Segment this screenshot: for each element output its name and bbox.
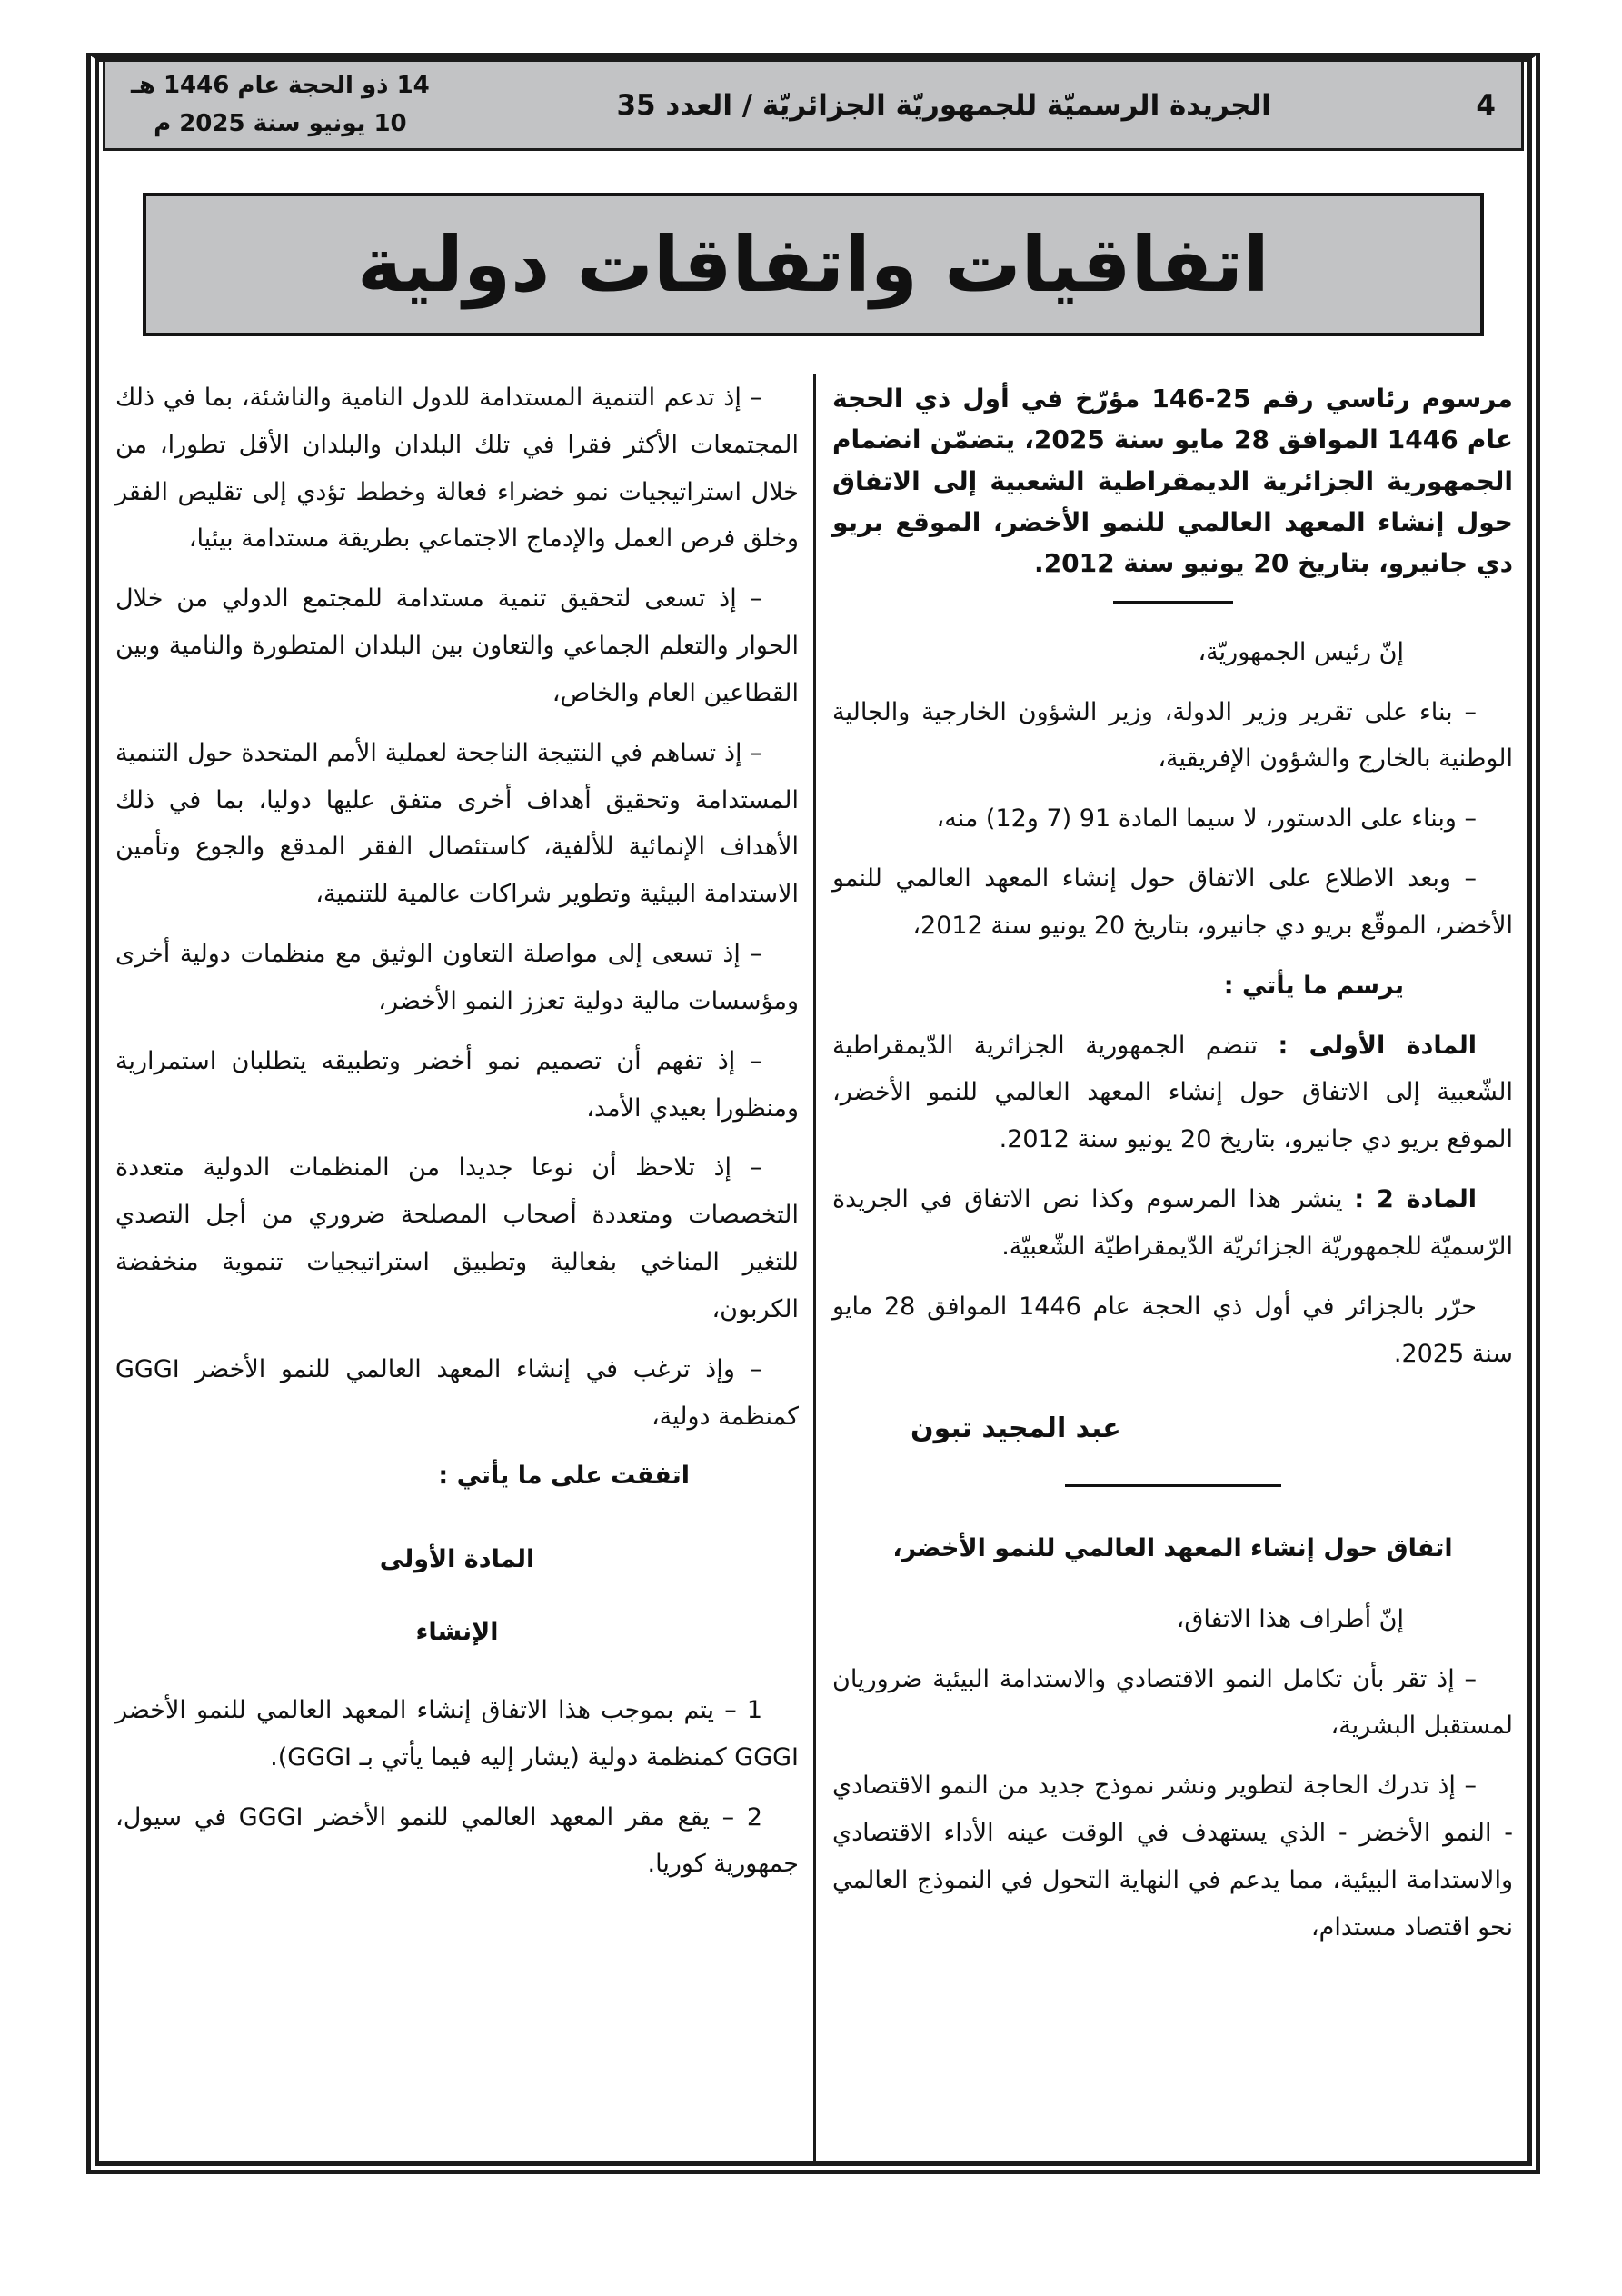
page-frame [86,53,1540,2174]
decree-article-1-lead: المادة الأولى : [1278,1031,1478,1060]
section-banner [143,193,1484,336]
decree-article-2-lead: المادة 2 : [1354,1185,1477,1214]
agreement-recital: – إذ تسعى لتحقيق تنمية مستدامة للمجتمع الدولي من خلال الحوار والتعلم الجماعي والتعاون بين البلدان المتطورة والنامية وبين القطاعين العام والخاص، [115,584,799,707]
agreement-heading: اتفاق حول إنشاء المعهد العالمي للنمو الأخضر، [892,1533,1453,1562]
separator-rule-long [1065,1484,1281,1487]
decree-article-1 [832,1023,1513,1163]
separator-rule-short [1113,601,1233,604]
column-left [99,374,813,2161]
signature: عبد المجيد تبون [911,1413,1121,1445]
section-banner-title: اتفاقيات واتفاقات دولية [357,220,1269,309]
agreement-recital: – إذ تلاحظ أن نوعا جديدا من المنظمات الدولية متعددة التخصصات ومتعددة أصحاب المصلحة ضروري من أجل التصدي للتغير المناخي بفعالية وتطبيق استراتيجيات تنموية منخفضة الكربون، [115,1153,799,1323]
decree-visa: – وبناء على الدستور، لا سيما المادة 91 (7 و12) منه، [936,804,1477,834]
agreement-parties-intro: إنّ أطراف هذا الاتفاق، [1176,1604,1404,1633]
agreement-recital: – وإذ ترغب في إنشاء المعهد العالمي للنمو الأخضر GGGI كمنظمة دولية، [115,1354,799,1431]
enacting-formula: يرسم ما يأتي : [1223,971,1404,1000]
agreed-clause: اتفقت على ما يأتي : [438,1462,690,1491]
hijri-date: 14 ذو الحجة عام 1446 هـ [131,71,430,99]
agreement-article-1-title: المادة الأولى [379,1545,535,1574]
agreement-recital: – إذ تدعم التنمية المستدامة للدول النامية والناشئة، بما في ذلك المجتمعات الأكثر فقرا في تلك البلدان والبلدان الأقل تطورا، من خلال استراتيجيات نمو خضراء فعالة وخطط تؤدي إلى تقليص الفقر وخلق فرص العمل والإدماج الاجتماعي بطريقة مستدامة بيئيا، [115,384,799,554]
agreement-recital: – إذ تساهم في النتيجة الناجحة لعملية الأمم المتحدة حول التنمية المستدامة وتحقيق أهداف أخرى متفق عليها دوليا، بما في ذلك الأهداف الإنمائية للألفية، كاستئصال الفقر المدقع والجوع وتأمين الاستدامة البيئية وتطوير شراكات عالمية للتنمية، [115,738,799,909]
decree-article-2-text: ينشر هذا المرسوم وكذا نص الاتفاق في الجريدة الرّسميّة للجمهوريّة الجزائريّة الدّيمقراطيّة الشّعبيّة. [832,1185,1513,1261]
agreement-article-1-subtitle: الإنشاء [415,1618,499,1647]
decree-visa: – بناء على تقرير وزير الدولة، وزير الشؤون الخارجية والجالية الوطنية بالخارج والشؤون الإفريقية، [832,697,1513,774]
page-number: 4 [1476,88,1496,122]
column-right [813,374,1527,2161]
decree-article-1-text: تنضم الجمهورية الجزائرية الدّيمقراطية الشّعبية إلى الاتفاق حول إنشاء المعهد العالمي للنمو الأخضر، الموقع بريو دي جانيرو، بتاريخ 20 يونيو سنة 2012. [832,1031,1513,1154]
header-bar [103,62,1524,151]
gregorian-date: 10 يونيو سنة 2025 م [154,109,407,137]
decree-intro: إنّ رئيس الجمهوريّة، [1198,637,1404,666]
done-at-line: حرّر بالجزائر في أول ذي الحجة عام 1446 الموافق 28 مايو سنة 2025. [832,1292,1513,1368]
agreement-recital: – إذ تفهم أن تصميم نمو أخضر وتطبيقه يتطلبان استمرارية ومنظورا بعيدي الأمد، [115,1046,799,1123]
agreement-clause: 2 – يقع مقر المعهد العالمي للنمو الأخضر GGGI في سيول، جمهورية كوريا. [115,1802,799,1879]
agreement-recital: – إذ تسعى إلى مواصلة التعاون الوثيق مع منظمات دولية أخرى ومؤسسات مالية دولية تعزز النمو الأخضر، [115,940,799,1015]
journal-title: الجريدة الرسميّة للجمهوريّة الجزائريّة / العدد 35 [616,88,1271,122]
agreement-clause: 1 – يتم بموجب هذا الاتفاق إنشاء المعهد العالمي للنمو الأخضر GGGI كمنظمة دولية (يشار إليه فيما يأتي بـ GGGI). [115,1695,799,1772]
agreement-recital: – إذ تدرك الحاجة لتطوير ونشر نموذج جديد من النمو الاقتصادي - النمو الأخضر - الذي يستهدف في الوقت عينه الأداء الاقتصادي والاستدامة البيئية، مما يدعم في النهاية التحول في النموذج العالمي نحو اقتصاد مستدام، [832,1772,1513,1942]
content-columns [99,374,1527,2161]
decree-article-2 [832,1176,1513,1271]
header-dates [131,67,430,143]
agreement-recital: – إذ تقر بأن تكامل النمو الاقتصادي والاستدامة البيئية ضروريان لمستقبل البشرية، [832,1664,1513,1741]
decree-visa: – وبعد الاطلاع على الاتفاق حول إنشاء المعهد العالمي للنمو الأخضر، الموقّع بريو دي جانيرو، بتاريخ 20 يونيو سنة 2012، [832,864,1513,940]
decree-title: مرسوم رئاسي رقم 25-146 مؤرّخ في أول ذي الحجة عام 1446 الموافق 28 مايو سنة 2025، يتضمّن انضمام الجمهورية الجزائرية الديمقراطية الشعبية إلى الاتفاق حول إنشاء المعهد العالمي للنمو الأخضر، الموقع بريو دي جانيرو، بتاريخ 20 يونيو سنة 2012. [832,384,1513,579]
